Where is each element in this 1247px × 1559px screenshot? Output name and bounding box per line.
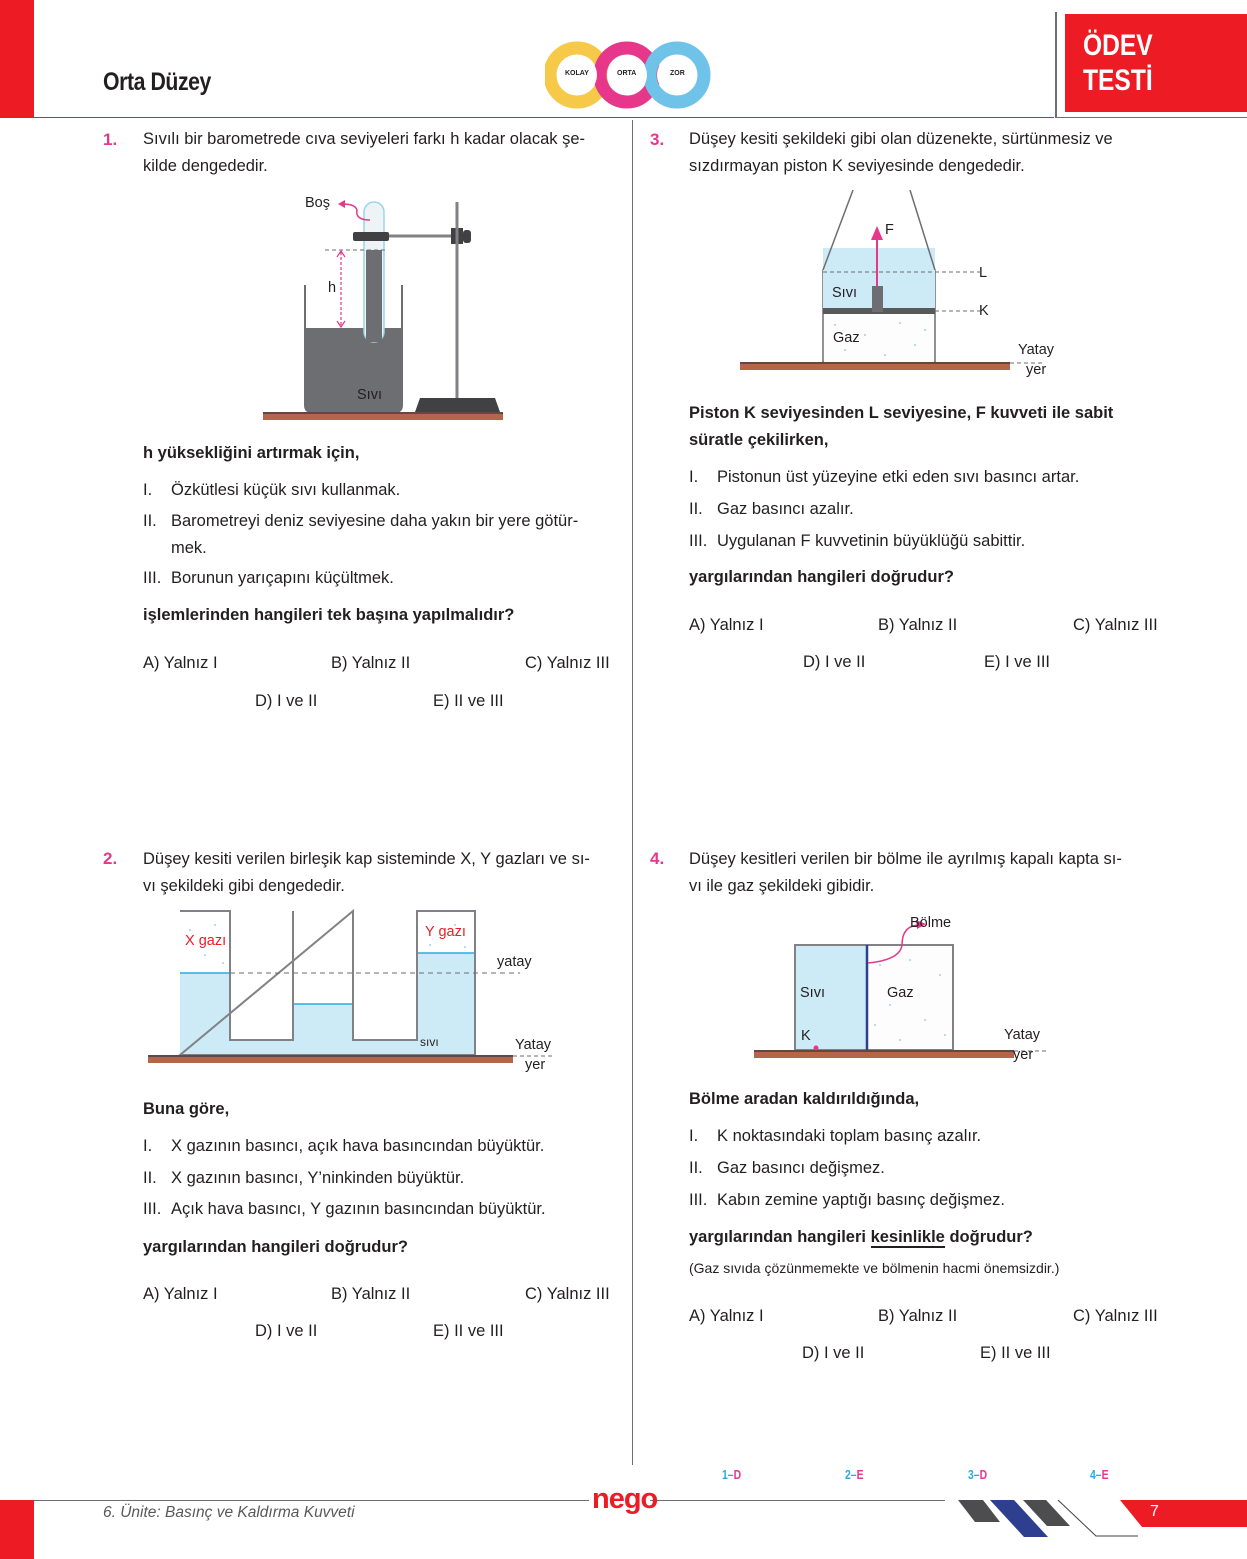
answer-1: 1–D (722, 1467, 742, 1482)
level-title: Orta Düzey (103, 68, 211, 96)
question-lead: Piston K seviyesinden L seviyesine, F kuvveti ile sabit süratle çekilirken, (689, 404, 1114, 449)
label-ground-2: yer (525, 1057, 546, 1073)
column-divider (632, 120, 633, 1465)
question-number: 1. (103, 130, 118, 149)
page-number-box (1120, 1500, 1247, 1527)
label-ground-2: yer (1013, 1047, 1034, 1063)
choice-e[interactable]: E) II ve III (980, 1344, 1051, 1362)
label-l-level: L (979, 265, 988, 281)
choice-c[interactable]: C) Yalnız III (525, 654, 610, 672)
statement-2: II. Barometreyi deniz seviyesine daha yakın bir yere götür- mek. (143, 512, 579, 557)
choice-c[interactable]: C) Yalnız III (525, 1285, 610, 1303)
statement-2: II. Gaz basıncı azalır. (689, 500, 854, 518)
question-stem: Düşey kesiti şekildeki gibi olan düzenekte, sürtünmesiz ve sızdırmayan piston K seviyesinde dengededir. (689, 130, 1113, 175)
choice-d[interactable]: D) I ve II (802, 1344, 865, 1362)
question-number: 3. (650, 130, 665, 149)
question-stem: Düşey kesiti verilen birleşik kap sisteminde X, Y gazları ve sı- vı şekildeki gibi dengededir. (143, 850, 590, 895)
label-h: h (328, 280, 337, 296)
partitioned-container-diagram (750, 905, 1060, 1070)
choice-e[interactable]: E) I ve III (984, 653, 1051, 671)
emphasis-word: kesinlikle (870, 1228, 945, 1246)
label-ground-2: yer (1026, 362, 1047, 378)
statement-3: III. Kabın zemine yaptığı basınç değişmez. (689, 1191, 1005, 1209)
unit-title: 6. Ünite: Basınç ve Kaldırma Kuvveti (103, 1504, 355, 1521)
question-stem: Sıvılı bir barometrede cıva seviyeleri farkı h kadar olacak şe- kilde dengededir. (143, 130, 586, 175)
label-point-k: K (801, 1028, 811, 1044)
label-liquid: sıvı (420, 1035, 439, 1049)
choice-b[interactable]: B) Yalnız II (878, 1307, 958, 1325)
choice-d[interactable]: D) I ve II (803, 653, 866, 671)
label-k-level: K (979, 303, 989, 319)
ring-label-zor: ZOR (670, 70, 685, 77)
label-empty: Boş (305, 195, 330, 211)
label-y-gas: Y gazı (425, 924, 466, 940)
answer-4: 4–E (1090, 1467, 1109, 1482)
choice-a[interactable]: A) Yalnız I (143, 1285, 218, 1303)
choice-b[interactable]: B) Yalnız II (878, 616, 958, 634)
choice-a[interactable]: A) Yalnız I (689, 616, 764, 634)
label-force: F (885, 222, 894, 238)
label-partition: Bölme (910, 915, 952, 931)
statement-3: III. Uygulanan F kuvvetinin büyüklüğü sabittir. (689, 532, 1026, 550)
footer-divider (34, 1500, 589, 1501)
publisher-logo: nego (592, 1483, 658, 1515)
choice-d[interactable]: D) I ve II (255, 692, 318, 710)
label-ground-1: Yatay (1018, 342, 1055, 358)
ring-label-kolay: KOLAY (565, 70, 589, 77)
question-prompt: yargılarından hangileri doğrudur? (689, 568, 954, 586)
piston-diagram (735, 190, 1065, 380)
label-liquid: Sıvı (832, 285, 857, 301)
statement-2: II. Gaz basıncı değişmez. (689, 1159, 885, 1177)
question-number: 4. (650, 849, 665, 868)
label-ground-1: Yatay (1004, 1027, 1041, 1043)
choice-e[interactable]: E) II ve III (433, 1322, 504, 1340)
statement-1: I. Pistonun üst yüzeyine etki eden sıvı basıncı artar. (689, 468, 1080, 486)
label-x-gas: X gazı (185, 933, 227, 949)
badge-line-1: ÖDEV (1083, 29, 1153, 62)
question-note: (Gaz sıvıda çözünmemekte ve bölmenin hacmi önemsizdir.) (689, 1260, 1060, 1276)
label-gas: Gaz (887, 985, 914, 1001)
ring-label-orta: ORTA (617, 70, 637, 77)
label-horizontal: yatay (497, 954, 532, 970)
choice-c[interactable]: C) Yalnız III (1073, 1307, 1158, 1325)
label-ground-1: Yatay (515, 1037, 552, 1053)
choice-a[interactable]: A) Yalnız I (689, 1307, 764, 1325)
statement-1: I. Özkütlesi küçük sıvı kullanmak. (143, 481, 401, 499)
header-red-bar (0, 0, 34, 118)
question-lead: Bölme aradan kaldırıldığında, (689, 1090, 920, 1108)
statement-2: II. X gazının basıncı, Y’ninkinden büyüktür. (143, 1169, 465, 1187)
footer-red-bar (0, 1500, 34, 1559)
statement-3: III. Açık hava basıncı, Y gazının basıncından büyüktür. (143, 1200, 546, 1218)
question-number: 2. (103, 849, 118, 868)
label-liquid: Sıvı (357, 387, 382, 403)
label-liquid: Sıvı (800, 985, 825, 1001)
choice-e[interactable]: E) II ve III (433, 692, 504, 710)
homework-test-badge (1055, 12, 1247, 118)
question-stem: Düşey kesitleri verilen bir bölme ile ayrılmış kapalı kapta sı- vı ile gaz şekildeki gibidir. (689, 850, 1122, 895)
connected-vessels-diagram (145, 905, 565, 1080)
header-divider (34, 117, 1054, 118)
decorative-stripes (958, 1500, 1138, 1540)
choice-c[interactable]: C) Yalnız III (1073, 616, 1158, 634)
statement-1: I. K noktasındaki toplam basınç azalır. (689, 1127, 982, 1145)
question-lead: Buna göre, (143, 1100, 230, 1118)
choice-b[interactable]: B) Yalnız II (331, 1285, 411, 1303)
difficulty-rings-logo (545, 40, 715, 110)
badge-line-2: TESTİ (1083, 64, 1153, 97)
question-prompt: yargılarından hangileri doğrudur? (143, 1238, 408, 1256)
answer-2: 2–E (845, 1467, 864, 1482)
statement-3: III. Borunun yarıçapını küçültmek. (143, 569, 394, 587)
barometer-diagram (255, 190, 505, 425)
question-prompt: işlemlerinden hangileri tek başına yapılmalıdır? (143, 606, 515, 624)
choice-b[interactable]: B) Yalnız II (331, 654, 411, 672)
question-prompt: yargılarından hangileri kesinlikle doğrudur? (689, 1228, 1033, 1246)
choice-d[interactable]: D) I ve II (255, 1322, 318, 1340)
label-gas: Gaz (833, 330, 860, 346)
footer-divider-right (650, 1500, 945, 1501)
question-lead: h yüksekliğini artırmak için, (143, 444, 360, 462)
page-number: 7 (1150, 1503, 1159, 1520)
answer-3: 3–D (968, 1467, 988, 1482)
statement-1: I. X gazının basıncı, açık hava basıncından büyüktür. (143, 1137, 545, 1155)
choice-a[interactable]: A) Yalnız I (143, 654, 218, 672)
